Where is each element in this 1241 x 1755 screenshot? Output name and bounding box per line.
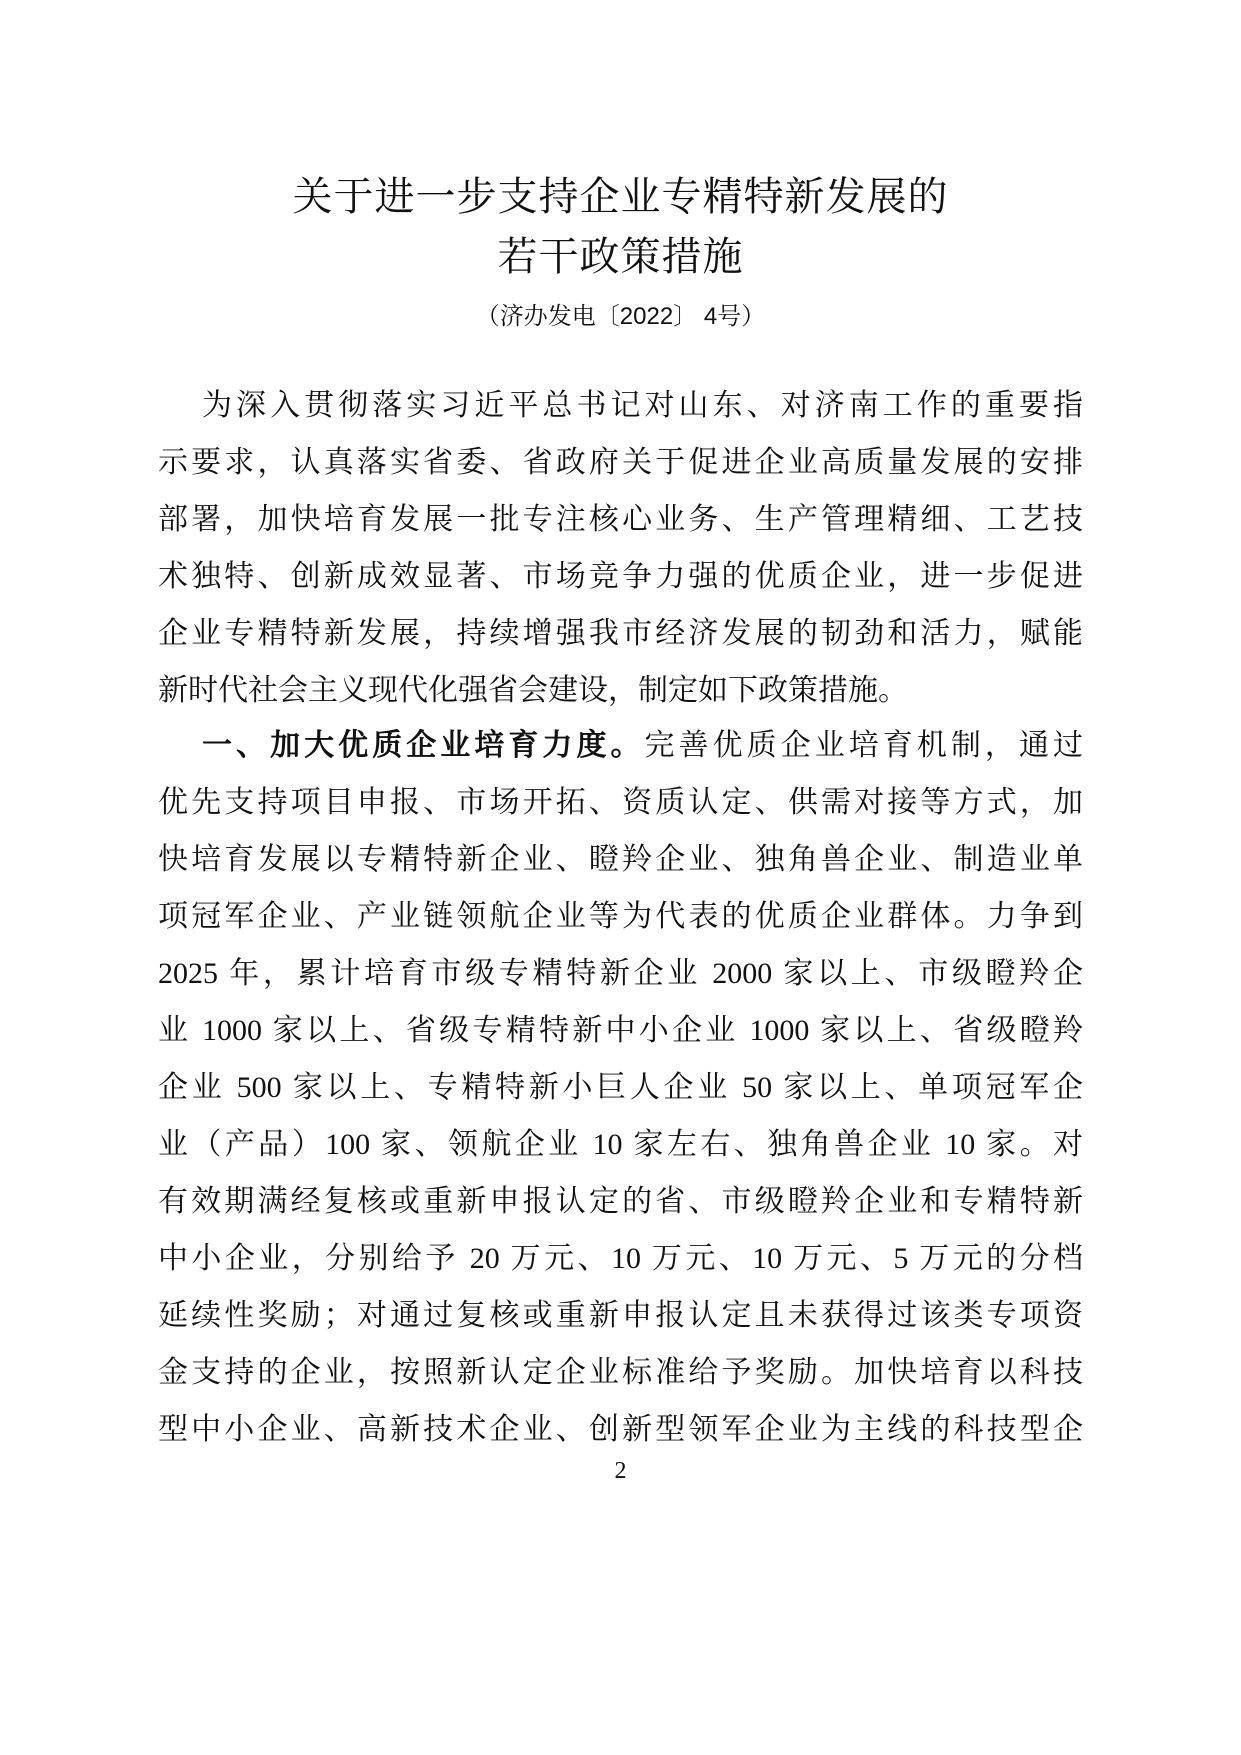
text-line: 有效期满经复核或重新申报认定的省、市级瞪羚企业和专精特新 [158,1185,1083,1218]
text-line: 中小企业，分别给予 20 万元、10 万元、10 万元、5 万元的分档 [158,1242,1083,1275]
text-run: 完善优质企业培育机制，通过 [644,729,1084,762]
document-title-line-1: 关于进一步支持企业专精特新发展的 [292,175,949,219]
text-line: 新时代社会主义现代化强省会建设，制定如下政策措施。 [158,674,908,707]
text-line: 部署，加快培育发展一批专注核心业务、生产管理精细、工艺技 [158,503,1083,536]
text-line: 术独特、创新成效显著、市场竞争力强的优质企业，进一步促进 [158,560,1083,593]
document-title-line-2: 若干政策措施 [497,235,744,279]
text-line: 2025 年，累计培育市级专精特新企业 2000 家以上、市级瞪羚企 [158,957,1083,990]
text-line [158,717,1083,774]
page-number: 2 [614,1458,627,1484]
text-line: 示要求，认真落实省委、省政府关于促进企业高质量发展的安排 [158,446,1083,479]
intro-paragraph [158,377,1083,719]
text-line: 业 1000 家以上、省级专精特新中小企业 1000 家以上、省级瞪羚 [158,1014,1083,1047]
text-line: 快培育发展以专精特新企业、瞪羚企业、独角兽企业、制造业单 [158,843,1083,876]
text-line: 金支持的企业，按照新认定企业标准给予奖励。加快培育以科技 [158,1356,1083,1389]
text-line: 项冠军企业、产业链领航企业等为代表的优质企业群体。力争到 [158,900,1083,933]
text-line: 业（产品）100 家、领航企业 10 家左右、独角兽企业 10 家。对 [158,1128,1083,1161]
text-line: 优先支持项目申报、市场开拓、资质认定、供需对接等方式，加 [158,786,1083,819]
text-line: 企业专精特新发展，持续增强我市经济发展的韧劲和活力，赋能 [158,617,1083,650]
text-line: 企业 500 家以上、专精特新小巨人企业 50 家以上、单项冠军企 [158,1071,1083,1104]
section-one-paragraph [158,717,1083,1458]
document-number: （济办发电〔2022〕 4号） [475,303,766,330]
text-line: 为深入贯彻落实习近平总书记对山东、对济南工作的重要指 [202,389,1083,422]
text-line: 型中小企业、高新技术企业、创新型领军企业为主线的科技型企 [158,1413,1083,1446]
section-heading: 一、加大优质企业培育力度。 [202,729,645,762]
text-line: 延续性奖励；对通过复核或重新申报认定且未获得过该类专项资 [158,1299,1083,1332]
